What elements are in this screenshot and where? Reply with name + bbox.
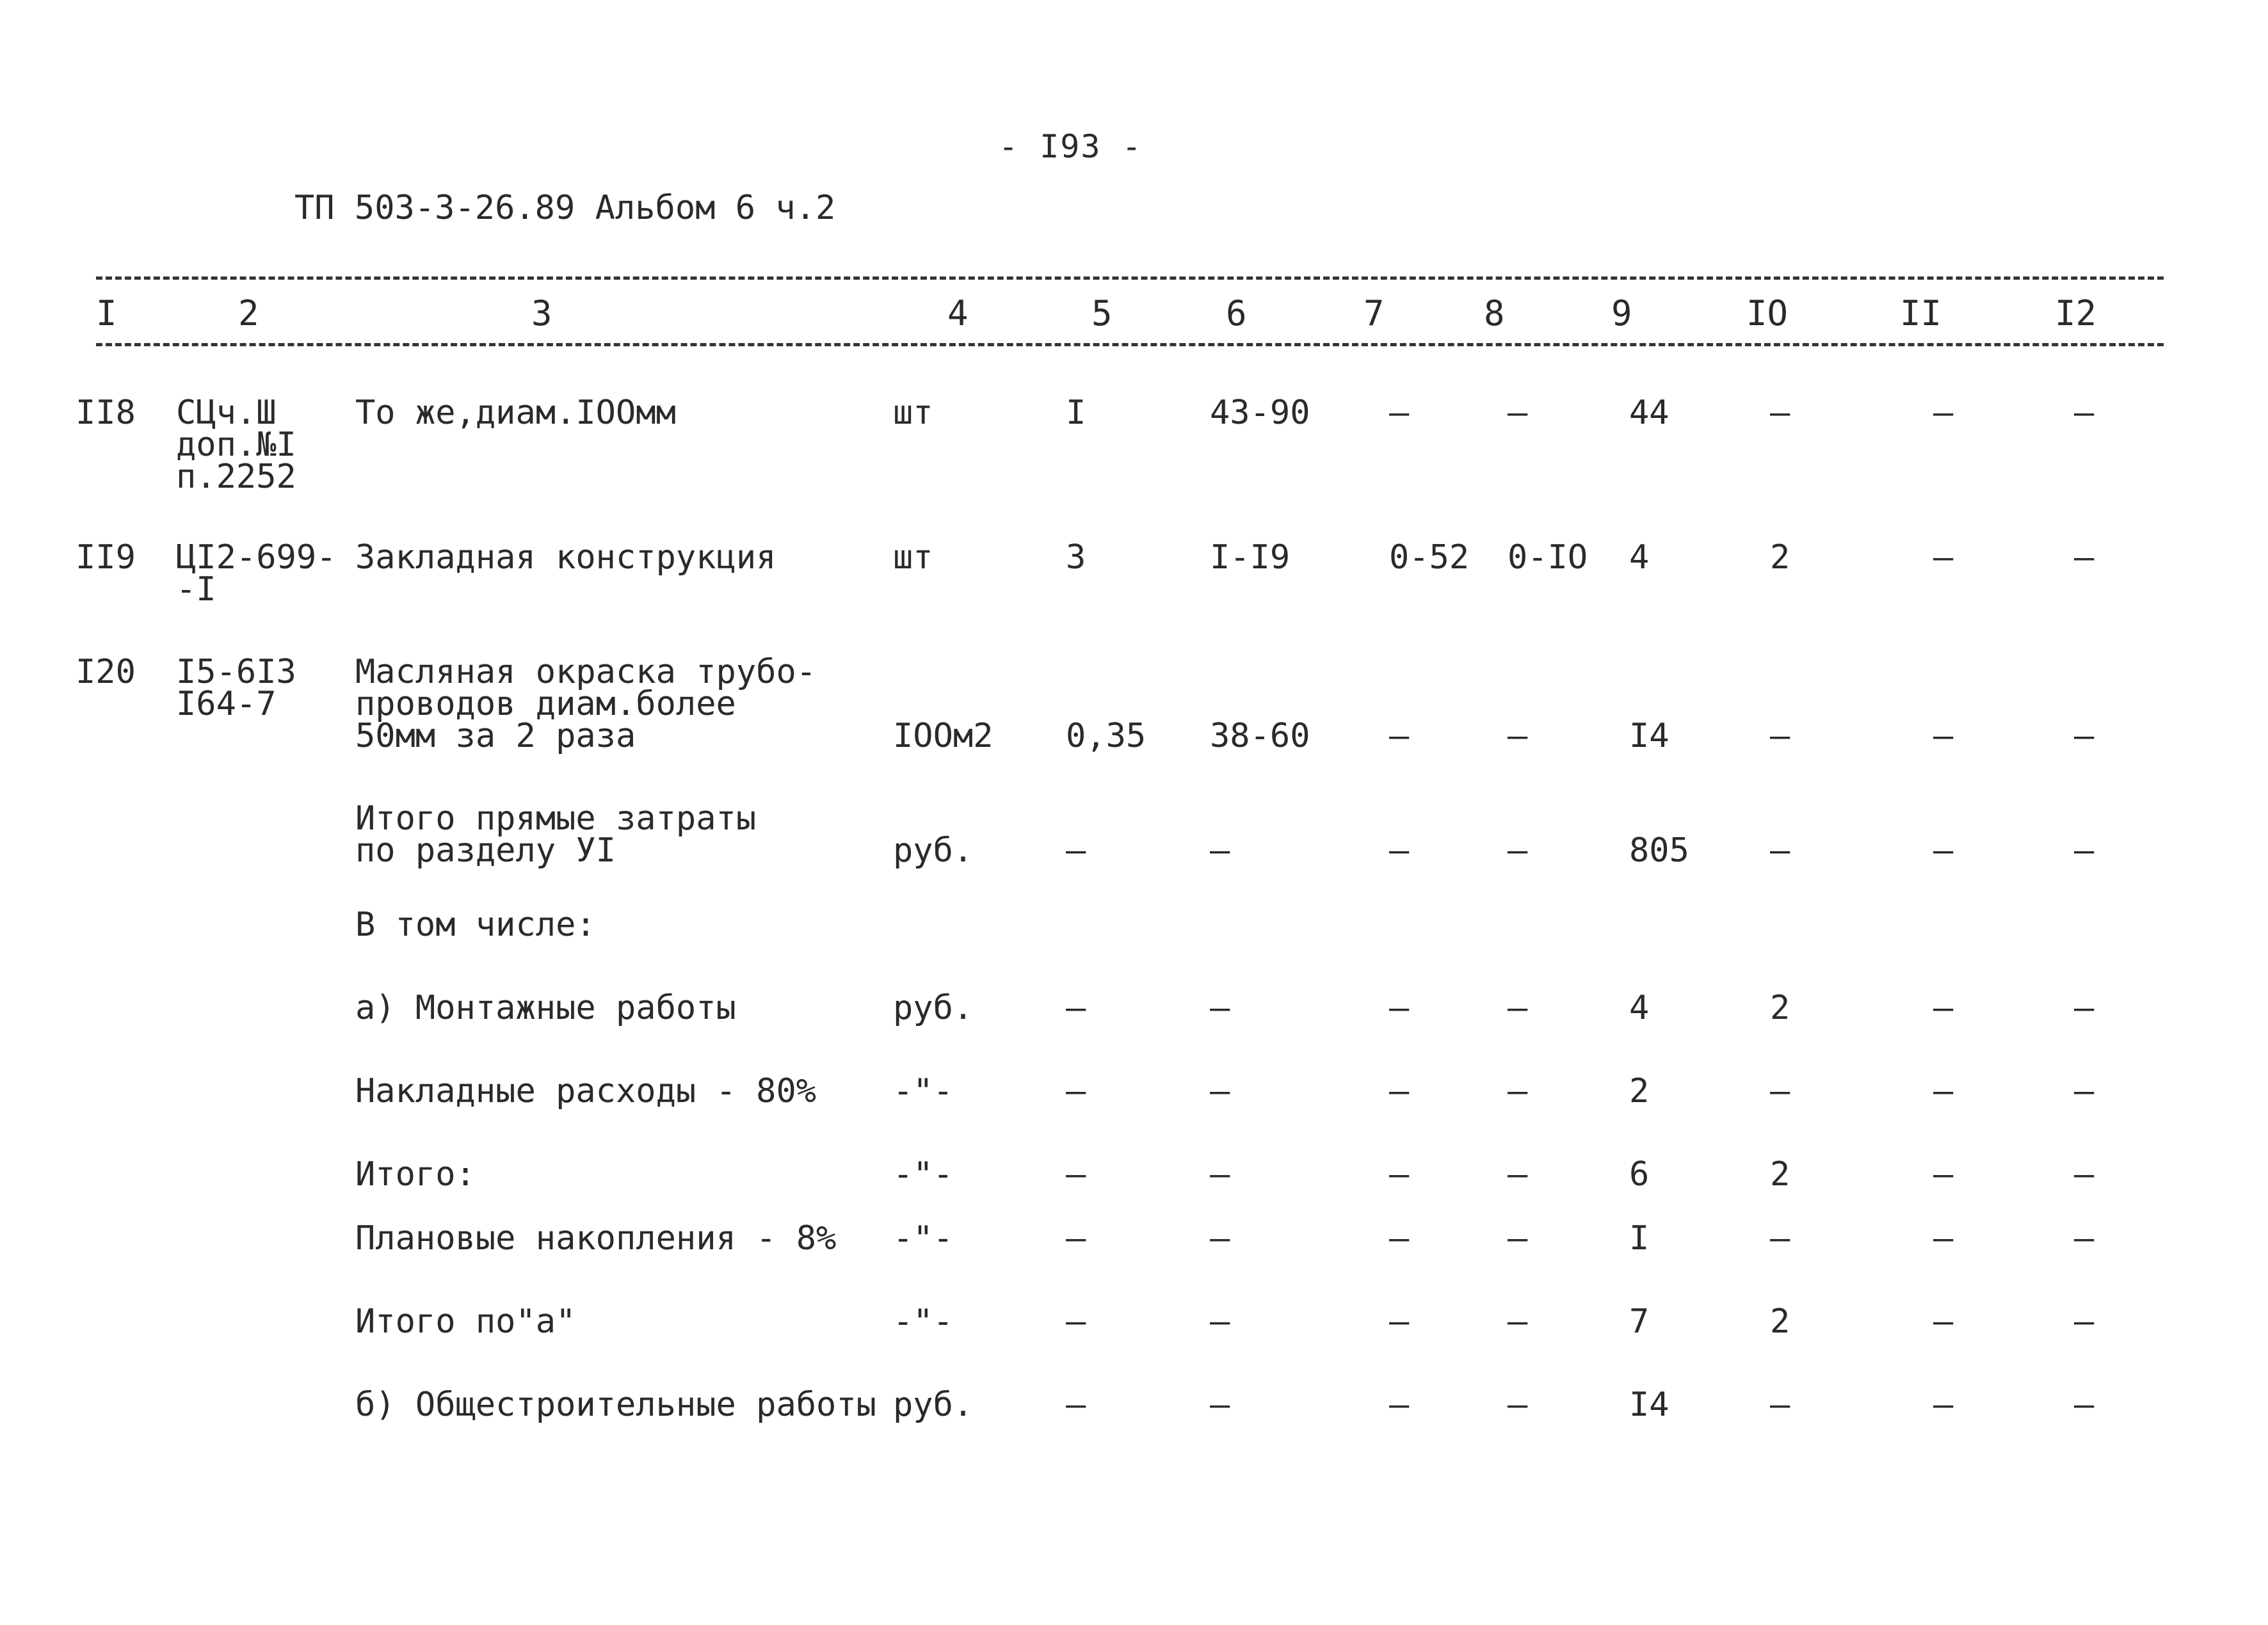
table-cell-col11: – bbox=[1933, 717, 1954, 755]
table-cell-col12: – bbox=[2074, 538, 2095, 577]
table-cell-col7: – bbox=[1389, 989, 1410, 1027]
table-cell-col3: Итого прямые затраты по разделу УI bbox=[355, 799, 757, 870]
table-cell-col9: I4 bbox=[1629, 717, 1669, 755]
table-cell-col10: 2 bbox=[1770, 1155, 1790, 1194]
table-cell-col9: 2 bbox=[1629, 1072, 1650, 1110]
table-cell-col11: – bbox=[1933, 538, 1954, 577]
table-cell-col8: – bbox=[1508, 717, 1528, 755]
table-cell-col4: -"- bbox=[893, 1155, 953, 1194]
table-cell-col9: I4 bbox=[1629, 1386, 1669, 1424]
document-code: ТП 503-3-26.89 Альбом 6 ч.2 bbox=[294, 189, 836, 227]
table-cell-col4: руб. bbox=[893, 831, 974, 870]
table-cell-col12: – bbox=[2074, 1386, 2095, 1424]
table-cell-col5: 3 bbox=[1066, 538, 1086, 577]
table-cell-col12: – bbox=[2074, 717, 2095, 755]
table-cell-col11: – bbox=[1933, 394, 1954, 432]
table-cell-col3: Накладные расходы - 80% bbox=[355, 1072, 817, 1110]
table-cell-col3: Итого: bbox=[355, 1155, 476, 1194]
table-cell-col3: То же,диам.IOOмм bbox=[355, 394, 676, 432]
table-cell-col4: шт bbox=[893, 538, 933, 577]
page-number: - I93 - bbox=[999, 128, 1143, 165]
table-cell-col12: – bbox=[2074, 989, 2095, 1027]
table-cell-col9: 6 bbox=[1629, 1155, 1650, 1194]
table-cell-col7: – bbox=[1389, 1302, 1410, 1341]
table-cell-col6: 43-90 bbox=[1210, 394, 1310, 432]
table-cell-col5: – bbox=[1066, 831, 1086, 870]
table-cell-col12: – bbox=[2074, 1072, 2095, 1110]
table-cell-col3: В том числе: bbox=[355, 906, 596, 944]
table-cell-col5: – bbox=[1066, 1386, 1086, 1424]
column-header: II bbox=[1900, 293, 1942, 333]
column-header: 4 bbox=[947, 293, 969, 333]
table-cell-col10: – bbox=[1770, 831, 1790, 870]
table-cell-col10: 2 bbox=[1770, 1302, 1790, 1341]
column-header: 7 bbox=[1363, 293, 1385, 333]
table-cell-col7: – bbox=[1389, 1219, 1410, 1258]
table-cell-col11: – bbox=[1933, 1072, 1954, 1110]
table-cell-col9: 4 bbox=[1629, 538, 1650, 577]
column-header: 5 bbox=[1091, 293, 1113, 333]
table-cell-col3: б) Общестроительные работы bbox=[355, 1386, 876, 1424]
table-cell-col5: I bbox=[1066, 394, 1086, 432]
table-cell-col6: – bbox=[1210, 1155, 1230, 1194]
table-cell-col4: руб. bbox=[893, 989, 974, 1027]
table-cell-col9: 44 bbox=[1629, 394, 1669, 432]
table-cell-col5: 0,35 bbox=[1066, 717, 1146, 755]
table-cell-col10: 2 bbox=[1770, 538, 1790, 577]
table-cell-col5: – bbox=[1066, 1072, 1086, 1110]
table-cell-col1: I20 bbox=[76, 653, 136, 691]
table-cell-col3: Плановые накопления - 8% bbox=[355, 1219, 837, 1258]
table-cell-col1: II8 bbox=[76, 394, 136, 432]
table-cell-col12: – bbox=[2074, 1155, 2095, 1194]
table-cell-col6: – bbox=[1210, 1386, 1230, 1424]
table-cell-col9: I bbox=[1629, 1219, 1650, 1258]
table-cell-col8: – bbox=[1508, 1302, 1528, 1341]
table-cell-col6: – bbox=[1210, 831, 1230, 870]
table-cell-col2: СЦч.Ш доп.№I п.2252 bbox=[176, 394, 296, 496]
table-cell-col1: II9 bbox=[76, 538, 136, 577]
table-cell-col8: – bbox=[1508, 1072, 1528, 1110]
table-cell-col4: шт bbox=[893, 394, 933, 432]
header-rule-top bbox=[96, 276, 2164, 280]
table-cell-col9: 805 bbox=[1629, 831, 1689, 870]
header-rule-bottom bbox=[96, 343, 2164, 346]
table-cell-col6: – bbox=[1210, 1072, 1230, 1110]
table-cell-col11: – bbox=[1933, 1155, 1954, 1194]
table-cell-col4: -"- bbox=[893, 1072, 953, 1110]
table-cell-col9: 4 bbox=[1629, 989, 1650, 1027]
column-header: 3 bbox=[531, 293, 552, 333]
table-cell-col4: -"- bbox=[893, 1219, 953, 1258]
table-cell-col5: – bbox=[1066, 1219, 1086, 1258]
table-cell-col6: I-I9 bbox=[1210, 538, 1291, 577]
table-cell-col7: – bbox=[1389, 717, 1410, 755]
column-header: I2 bbox=[2055, 293, 2097, 333]
table-cell-col8: – bbox=[1508, 831, 1528, 870]
table-cell-col12: – bbox=[2074, 831, 2095, 870]
table-cell-col8: – bbox=[1508, 1155, 1528, 1194]
table-cell-col4: IOOм2 bbox=[893, 717, 993, 755]
table-cell-col7: 0-52 bbox=[1389, 538, 1470, 577]
table-cell-col10: – bbox=[1770, 1072, 1790, 1110]
table-cell-col8: – bbox=[1508, 989, 1528, 1027]
column-header: I bbox=[96, 293, 117, 333]
table-cell-col7: – bbox=[1389, 831, 1410, 870]
table-cell-col5: – bbox=[1066, 1302, 1086, 1341]
table-cell-col11: – bbox=[1933, 989, 1954, 1027]
table-cell-col6: 38-60 bbox=[1210, 717, 1310, 755]
table-cell-col2: I5-6I3 I64-7 bbox=[176, 653, 296, 723]
column-header: 2 bbox=[238, 293, 259, 333]
table-cell-col3: Масляная окраска трубо- проводов диам.более 50мм за 2 раза bbox=[355, 653, 817, 755]
table-cell-col7: – bbox=[1389, 1072, 1410, 1110]
table-cell-col9: 7 bbox=[1629, 1302, 1650, 1341]
table-cell-col4: -"- bbox=[893, 1302, 953, 1341]
table-cell-col3: а) Монтажные работы bbox=[355, 989, 736, 1027]
table-cell-col11: – bbox=[1933, 1302, 1954, 1341]
table-cell-col10: – bbox=[1770, 1219, 1790, 1258]
table-cell-col6: – bbox=[1210, 989, 1230, 1027]
table-cell-col11: – bbox=[1933, 1219, 1954, 1258]
table-cell-col6: – bbox=[1210, 1302, 1230, 1341]
table-cell-col2: ЦI2-699- -I bbox=[176, 538, 337, 609]
column-header: IO bbox=[1746, 293, 1789, 333]
column-header: 9 bbox=[1611, 293, 1632, 333]
table-cell-col4: руб. bbox=[893, 1386, 974, 1424]
table-cell-col11: – bbox=[1933, 1386, 1954, 1424]
table-cell-col12: – bbox=[2074, 394, 2095, 432]
table-cell-col8: – bbox=[1508, 1219, 1528, 1258]
table-cell-col3: Итого по"а" bbox=[355, 1302, 576, 1341]
table-cell-col3: Закладная конструкция bbox=[355, 538, 776, 577]
table-cell-col8: – bbox=[1508, 394, 1528, 432]
table-cell-col12: – bbox=[2074, 1219, 2095, 1258]
table-cell-col8: 0-IO bbox=[1508, 538, 1588, 577]
table-cell-col11: – bbox=[1933, 831, 1954, 870]
table-cell-col10: 2 bbox=[1770, 989, 1790, 1027]
table-cell-col7: – bbox=[1389, 1155, 1410, 1194]
table-cell-col8: – bbox=[1508, 1386, 1528, 1424]
table-cell-col7: – bbox=[1389, 1386, 1410, 1424]
table-cell-col6: – bbox=[1210, 1219, 1230, 1258]
table-cell-col7: – bbox=[1389, 394, 1410, 432]
table-cell-col12: – bbox=[2074, 1302, 2095, 1341]
table-cell-col10: – bbox=[1770, 1386, 1790, 1424]
column-header: 8 bbox=[1484, 293, 1505, 333]
table-cell-col10: – bbox=[1770, 394, 1790, 432]
table-cell-col10: – bbox=[1770, 717, 1790, 755]
table-cell-col5: – bbox=[1066, 989, 1086, 1027]
column-header: 6 bbox=[1226, 293, 1247, 333]
table-cell-col5: – bbox=[1066, 1155, 1086, 1194]
